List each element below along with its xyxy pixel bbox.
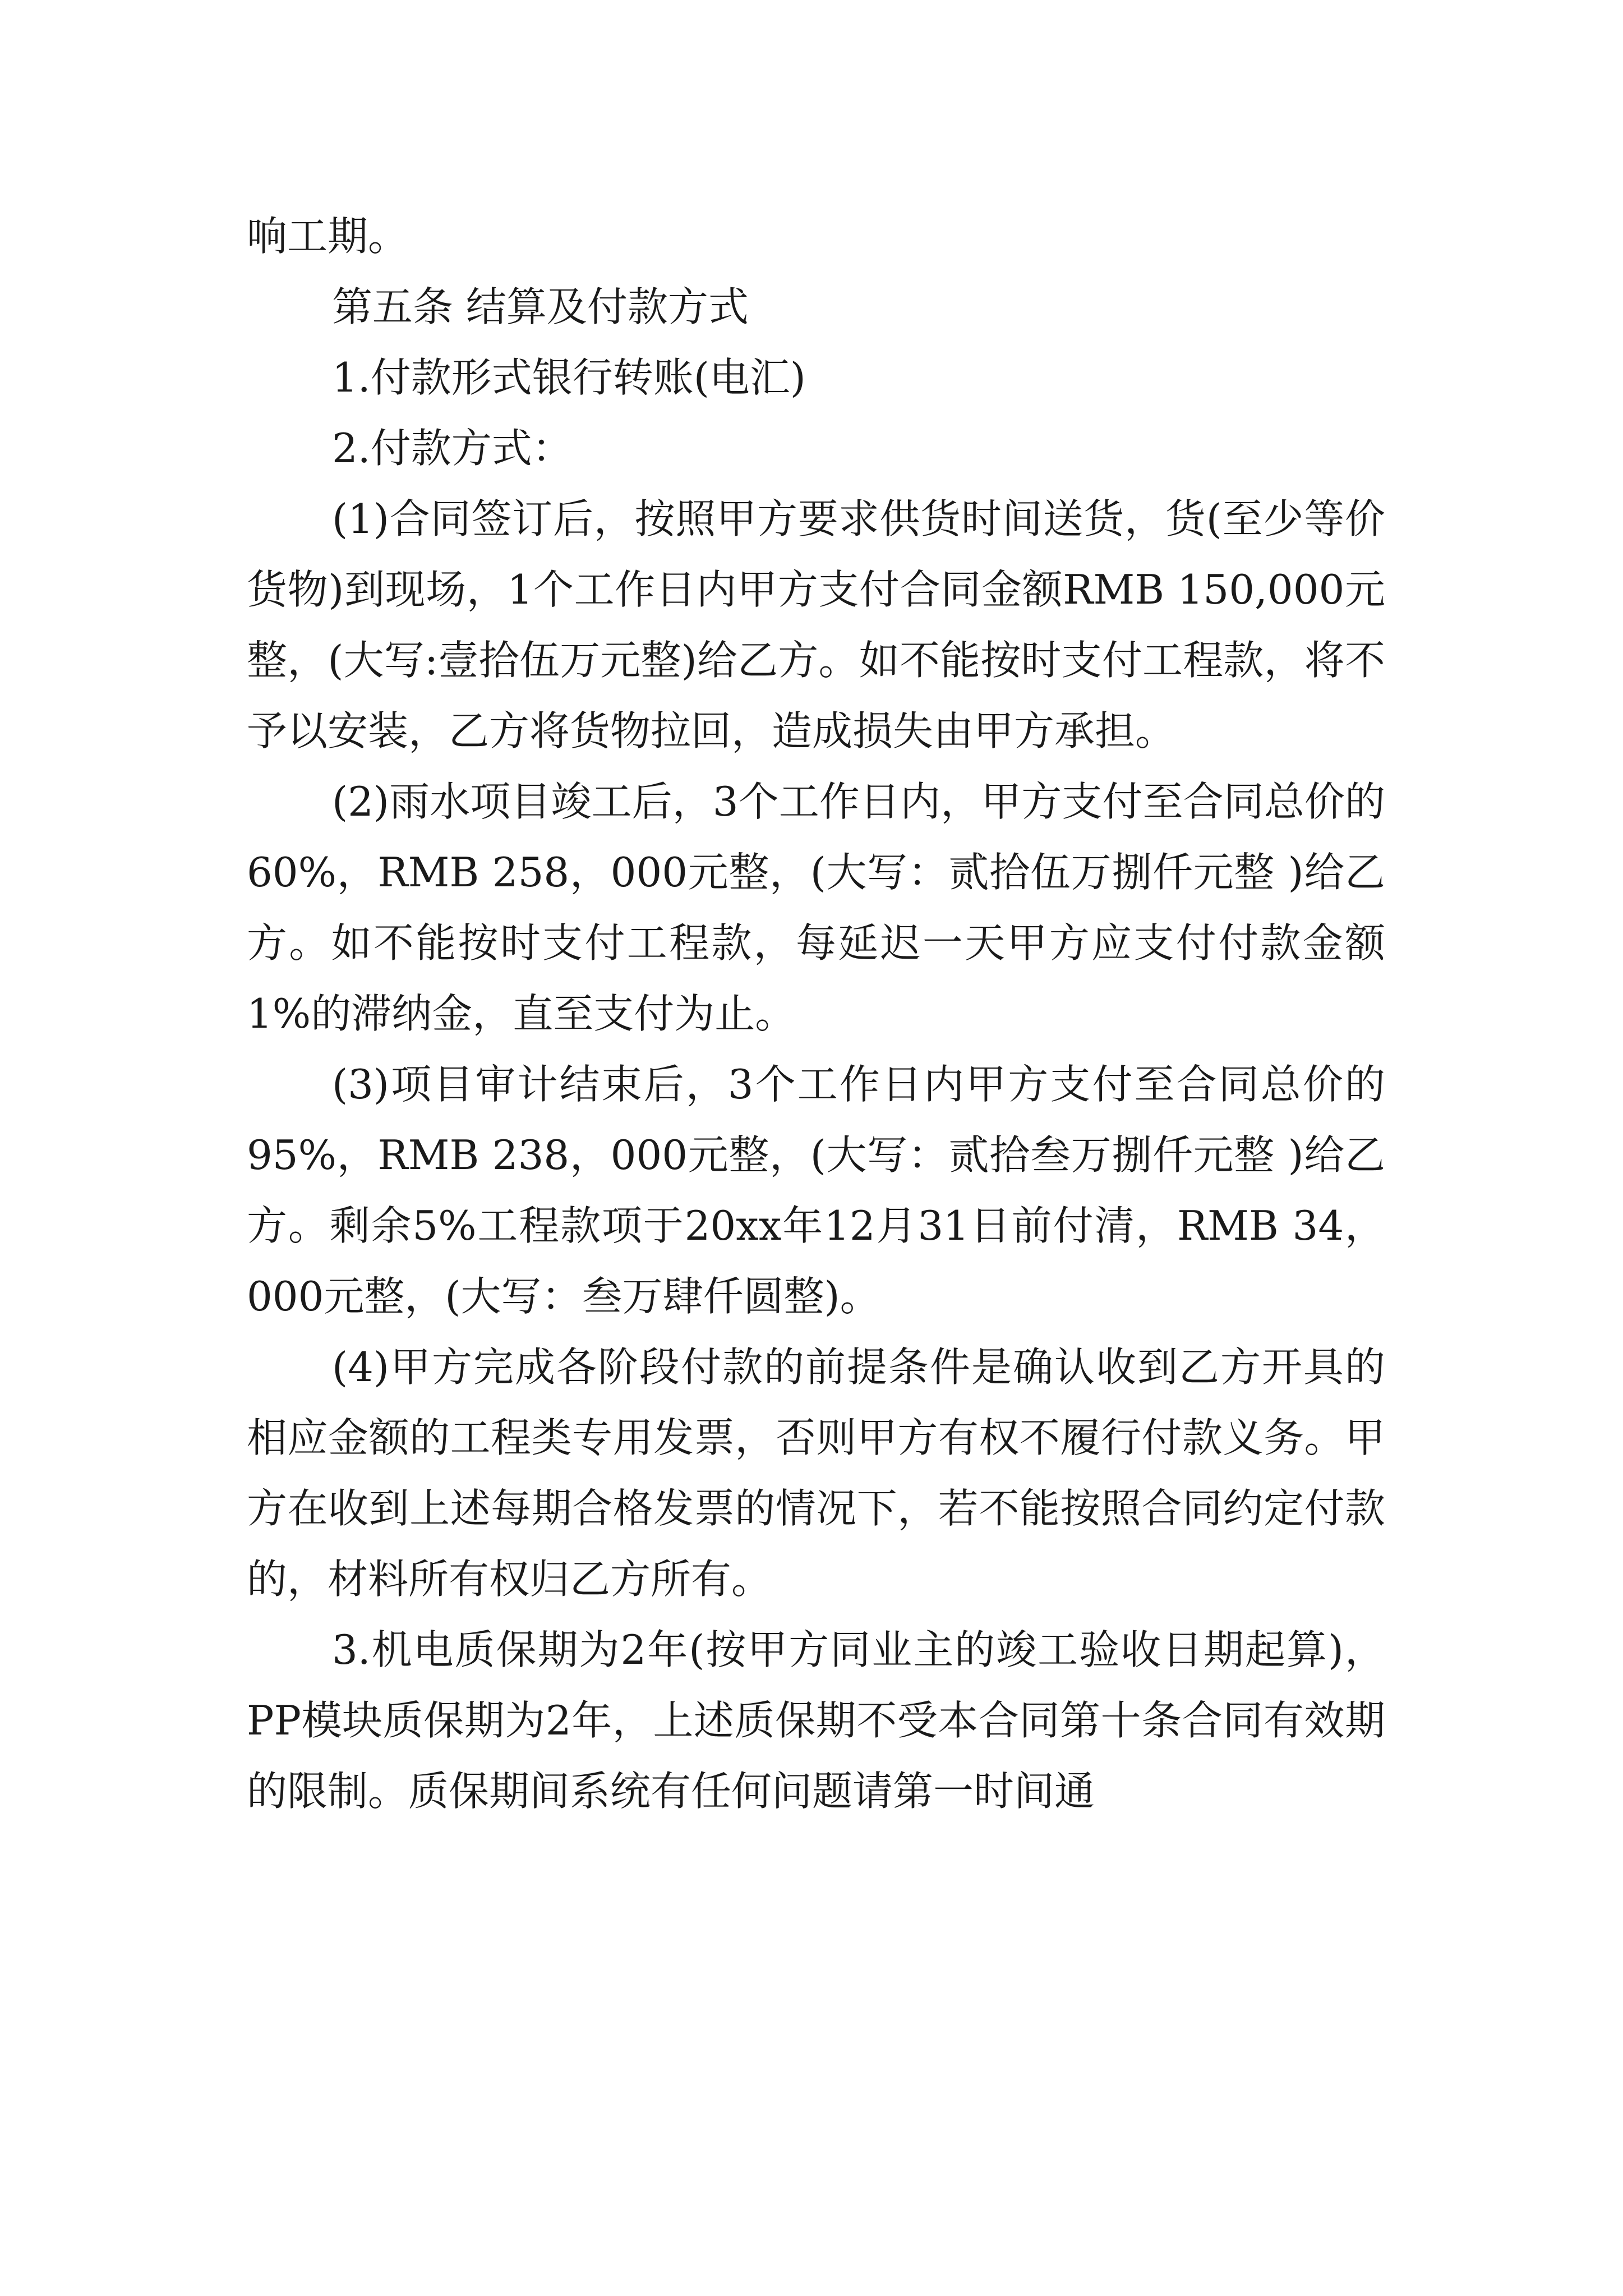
document-body [247,201,1385,1826]
subclause-3-audit-payment: (3)项目审计结束后，3个工作日内甲方支付至合同总价的95%，RMB 238，000元整，(大写：贰拾叁万捌仟元整 )给乙方。剩余5%工程款项于20xx年12月31日前付清，RMB 34，000元整，(大写：叁万肆仟圆整)。 [247,1061,1385,1320]
section-heading-article-5: 第五条 结算及付款方式 [332,283,749,330]
subclause-2-completion-payment: (2)雨水项目竣工后，3个工作日内，甲方支付至合同总价的60%，RMB 258，000元整，(大写：贰拾伍万捌仟元整 )给乙方。如不能按时支付工程款，每延迟一天甲方应支付付款金额1%的滞纳金，直至支付为止。 [247,778,1385,1037]
clause-payment-form: 1.付款形式银行转账(电汇) [332,354,806,401]
clause-warranty-period: 3.机电质保期为2年(按甲方同业主的竣工验收日期起算)，PP模块质保期为2年，上述质保期不受本合同第十条合同有效期的限制。质保期间系统有任何问题请第一时间通 [247,1626,1385,1815]
clause-payment-method: 2.付款方式： [332,425,573,472]
subclause-1-delivery-payment: (1)合同签订后，按照甲方要求供货时间送货，货(至少等价货物)到现场，1个工作日内甲方支付合同金额RMB 150,000元整，(大写:壹拾伍万元整)给乙方。如不能按时支付工程款，将不予以安装，乙方将货物拉回，造成损失由甲方承担。 [247,495,1385,754]
subclause-4-invoice-condition: (4)甲方完成各阶段付款的前提条件是确认收到乙方开具的相应金额的工程类专用发票，否则甲方有权不履行付款义务。甲方在收到上述每期合格发票的情况下，若不能按照合同约定付款的，材料所有权归乙方所有。 [247,1343,1385,1603]
paragraph-continuation: 响工期。 [247,213,409,260]
